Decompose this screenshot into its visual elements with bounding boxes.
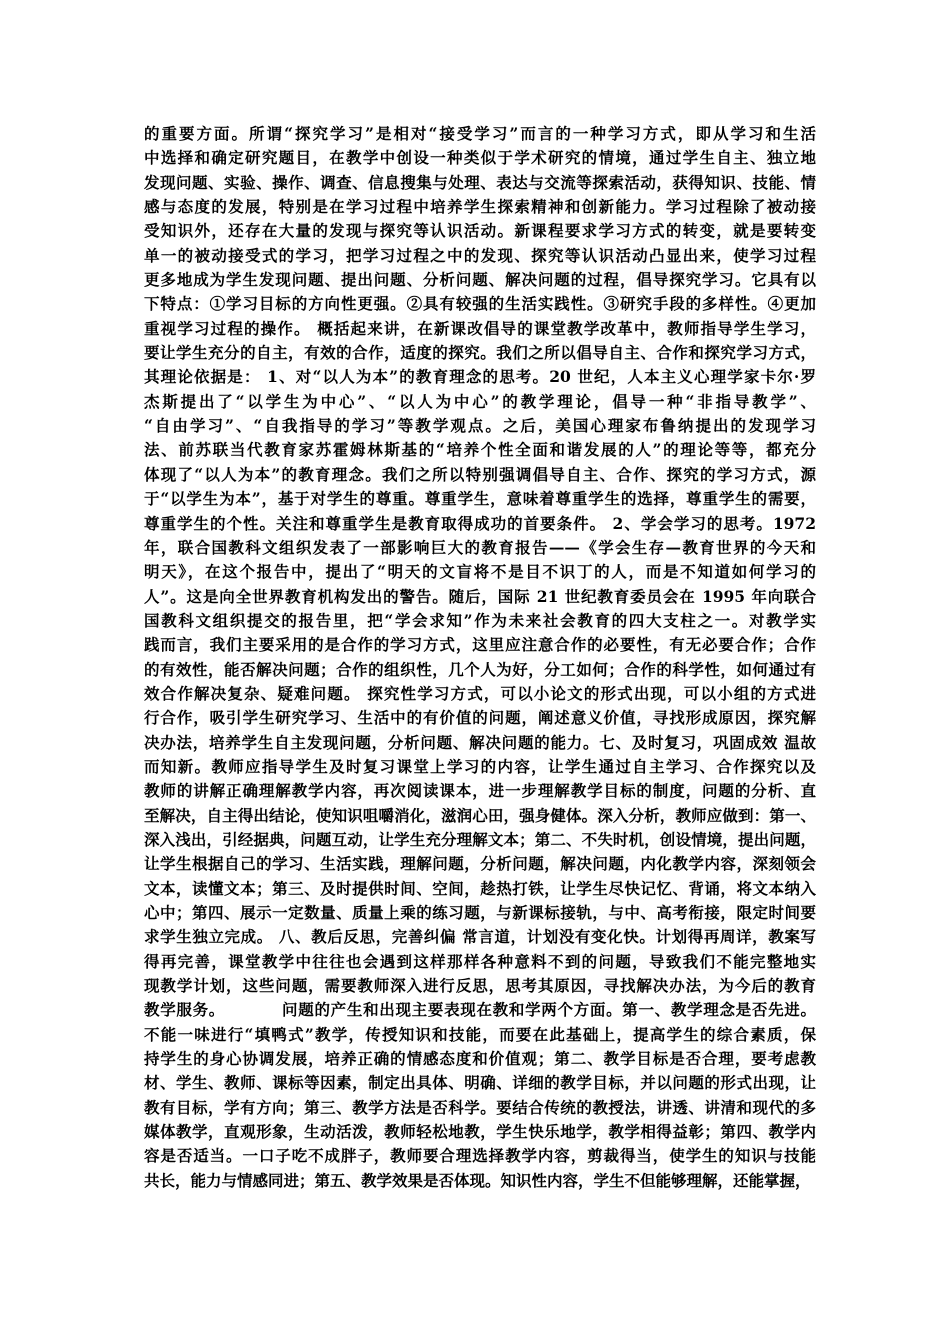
text-line: 求学生独立完成。 八、教后反思，完善纠偏 常言道，计划没有变化快。计划得再周详，教案写 [144,927,816,947]
text-line: 不能一味进行“填鸭式”教学，传授知识和技能，而要在此基础上，提高学生的综合素质，保 [144,1024,816,1044]
text-line: 心中；第四、展示一定数量、质量上乘的练习题，与新课标接轨，与中、高考衔接，限定时间要 [144,903,816,922]
text-line: 于“以学生为本”，基于对学生的尊重。尊重学生，意味着尊重学生的选择，尊重学生的需要， [144,489,816,509]
text-line: 体现了“以人为本”的教育理念。我们之所以特别强调倡导自主、合作、探究的学习方式，源 [144,464,816,484]
text-line: 行合作，吸引学生研究学习、生活中的有价值的问题，阐述意义价值，寻找形成原因，探究解 [144,708,816,728]
text-line: 明天》，在这个报告中，提出了“明天的文盲将不是目不识丁的人，而是不知道如何学习的 [144,562,816,582]
text-line: 重视学习过程的操作。 概括起来讲，在新课改倡导的课堂教学改革中，教师指导学生学习， [144,318,816,338]
text-line: 年，联合国教科文组织发表了一部影响巨大的教育报告——《学会生存—教育世界的今天和 [144,537,816,557]
text-line: 杰斯提出了“以学生为中心”、“以人为中心”的教学理论，倡导一种“非指导教学”、 [144,391,816,411]
text-line: 单一的被动接受式的学习，把学习过程之中的发现、探究等认识活动凸显出来，使学习过程 [144,245,816,265]
text-line: 感与态度的发展，特别是在学习过程中培养学生探索精神和创新能力。学习过程除了被动接 [144,197,816,217]
text-line: 深入浅出，引经据典，问题互动，让学生充分理解文本；第二、不失时机，创设情境，提出问题， [144,829,816,849]
text-line: 发现问题、实验、操作、调查、信息搜集与处理、表达与交流等探索活动，获得知识、技能、情 [144,172,816,192]
text-line: 其理论依据是： 1、对“以人为本”的教育理念的思考。20 世纪，人本主义心理学家卡尔·罗 [144,367,816,387]
text-line: 决办法，培养学生自主发现问题，分析问题、解决问题的能力。七、及时复习，巩固成效 温故 [144,732,816,752]
text-line: 共长，能力与情感同进；第五、教学效果是否体现。知识性内容，学生不但能够理解，还能掌握， [144,1170,811,1190]
text-line: 的重要方面。所谓“探究学习”是相对“接受学习”而言的一种学习方式，即从学习和生活 [144,124,816,143]
text-line: 现教学计划，这些问题，需要教师深入进行反思，思考其原因，寻找解决办法，为今后的教育 [144,976,816,996]
text-line: 材、学生、教师、课标等因素，制定出具体、明确、详细的教学目标，并以问题的形式出现，让 [144,1073,816,1093]
text-line: 效合作解决复杂、疑难问题。 探究性学习方式，可以小论文的形式出现，可以小组的方式进 [144,683,816,703]
text-line: 教师的讲解正确理解教学内容，再次阅读课本，进一步理解教学目标的制度，问题的分析、直 [144,781,816,801]
document-page [144,122,816,1193]
text-line: 而知新。教师应指导学生及时复习课堂上学习的内容，让学生通过自主学习、合作探究以及 [144,756,816,776]
text-line: 受知识外，还存在大量的发现与探究等认识活动。新课程要求学习方式的转变，就是要转变 [144,221,816,241]
text-line: 尊重学生的个性。关注和尊重学生是教育取得成功的首要条件。 2、学会学习的思考。1972 [144,513,816,533]
text-line: 得再完善，课堂教学中往往也会遇到这样那样各种意料不到的问题，导致我们不能完整地实 [144,951,816,971]
text-line: 中选择和确定研究题目，在教学中创设一种类似于学术研究的情境，通过学生自主、独立地 [144,148,816,168]
text-line: 容是否适当。一口子吃不成胖子，教师要合理选择教学内容，剪裁得当，使学生的知识与技能 [144,1146,816,1166]
text-line: 文本，读懂文本；第三、及时提供时间、空间，趁热打铁，让学生尽快记忆、背诵，将文本纳入 [144,878,816,898]
text-line: 让学生根据自己的学习、生活实践，理解问题，分析问题，解决问题，内化教学内容，深刻领会 [144,854,816,874]
text-line: 下特点：①学习目标的方向性更强。②具有较强的生活实践性。③研究手段的多样性。④更加 [144,294,816,314]
text-line: 至解决，自主得出结论，使知识咀嚼消化，滋润心田，强身健体。深入分析，教师应做到：第一、 [144,805,816,825]
text-line: 更多地成为学生发现问题、提出问题、分析问题、解决问题的过程，倡导探究学习。它具有以 [144,270,816,290]
text-line: 持学生的身心协调发展，培养正确的情感态度和价值观；第二、教学目标是否合理，要考虑教 [144,1049,816,1069]
text-line: 国教科文组织提交的报告里，把“学会求知”作为未来社会教育的四大支柱之一。对教学实 [144,610,816,630]
text-line: 法、前苏联当代教育家苏霍姆林斯基的“培养个性全面和谐发展的人”的理论等等，都充分 [144,440,816,460]
text-line: “自由学习”、“自我指导的学习”等教学观点。之后，美国心理家布鲁纳提出的发现学习 [144,416,816,436]
text-line: 人”。这是向全世界教育机构发出的警告。随后，国际 21 世纪教育委员会在 1995 年向联合 [144,586,816,606]
text-line: 要让学生充分的自主，有效的合作，适度的探究。我们之所以倡导自主、合作和探究学习方式， [144,343,816,363]
text-line: 践而言，我们主要采用的是合作的学习方式，这里应注意合作的必要性，有无必要合作；合作 [144,635,816,655]
text-line: 教学服务。 问题的产生和出现主要表现在教和学两个方面。第一、教学理念是否先进。 [144,1000,816,1020]
text-line: 媒体教学，直观形象，生动活泼，教师轻松地教，学生快乐地学，教学相得益彰；第四、教学内 [144,1122,816,1142]
text-line: 的有效性，能否解决问题；合作的组织性，几个人为好，分工如何；合作的科学性，如何通过有 [144,659,816,679]
text-line: 教有目标，学有方向；第三、教学方法是否科学。要结合传统的教授法，讲透、讲清和现代的多 [144,1097,816,1117]
